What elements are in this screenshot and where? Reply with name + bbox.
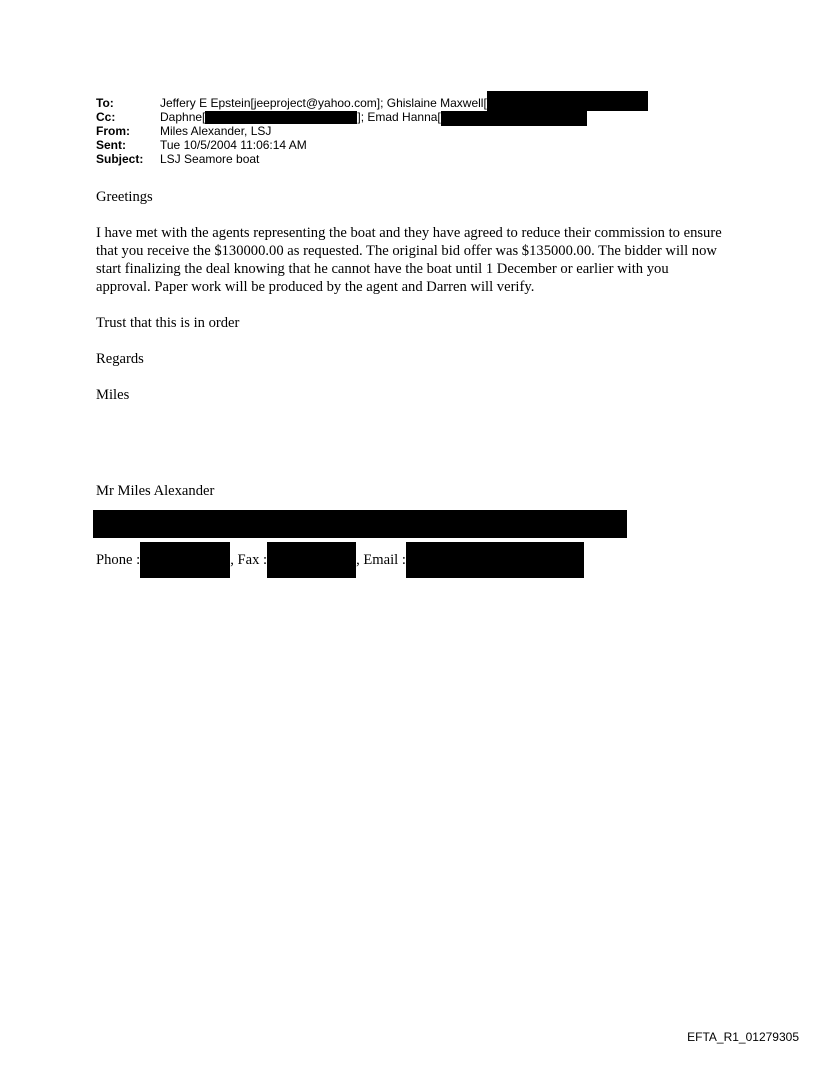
to-label: To: xyxy=(96,96,114,110)
subject-value: LSJ Seamore boat xyxy=(160,152,260,166)
subject-label: Subject: xyxy=(96,152,144,166)
regards: Regards xyxy=(96,351,144,367)
from-label: From: xyxy=(96,124,130,138)
redaction-block xyxy=(205,111,357,124)
greeting: Greetings xyxy=(96,189,153,205)
to-row xyxy=(96,96,648,110)
redaction-block xyxy=(441,111,587,126)
phone-label: Phone : xyxy=(96,551,141,568)
contact-line xyxy=(96,542,584,578)
email-label: , Email : xyxy=(356,551,406,568)
subject-row xyxy=(96,152,648,166)
sent-row xyxy=(96,138,648,152)
cc-value-middle: ]; Emad Hanna[ xyxy=(357,110,441,124)
fax-label: , Fax : xyxy=(230,551,268,568)
email-header xyxy=(96,96,648,166)
to-value-wrap xyxy=(160,96,648,110)
signoff-name: Miles xyxy=(96,387,130,403)
cc-value-wrap xyxy=(160,110,587,124)
sent-value: Tue 10/5/2004 11:06:14 AM xyxy=(160,138,307,152)
cc-row xyxy=(96,110,648,124)
signature-full-name: Mr Miles Alexander xyxy=(96,483,215,499)
redaction-block xyxy=(93,510,627,538)
redaction-block xyxy=(140,542,230,578)
main-paragraph: I have met with the agents representing the boat and they have agreed to reduce their commission to ensure that you receive the $130000.00 as requested. The original bid offer was $135000.00. The bidder will now start finalizing the deal knowing that he cannot have the boat until 1 December or earlier with you approval. Paper work will be produced by the agent and Darren will verify. xyxy=(96,225,722,295)
from-value: Miles Alexander, LSJ xyxy=(160,124,272,138)
cc-value-start: Daphne[ xyxy=(160,110,206,124)
email-body xyxy=(96,188,726,422)
redaction-block xyxy=(487,91,648,111)
document-id: EFTA_R1_01279305 xyxy=(687,1030,799,1044)
trust-line: Trust that this is in order xyxy=(96,315,240,331)
sent-label: Sent: xyxy=(96,138,126,152)
from-row xyxy=(96,124,648,138)
redaction-block xyxy=(406,542,584,578)
redaction-block xyxy=(267,542,356,578)
cc-label: Cc: xyxy=(96,110,116,124)
to-value: Jeffery E Epstein[jeeproject@yahoo.com]; Ghislaine Maxwell[ xyxy=(160,96,487,110)
